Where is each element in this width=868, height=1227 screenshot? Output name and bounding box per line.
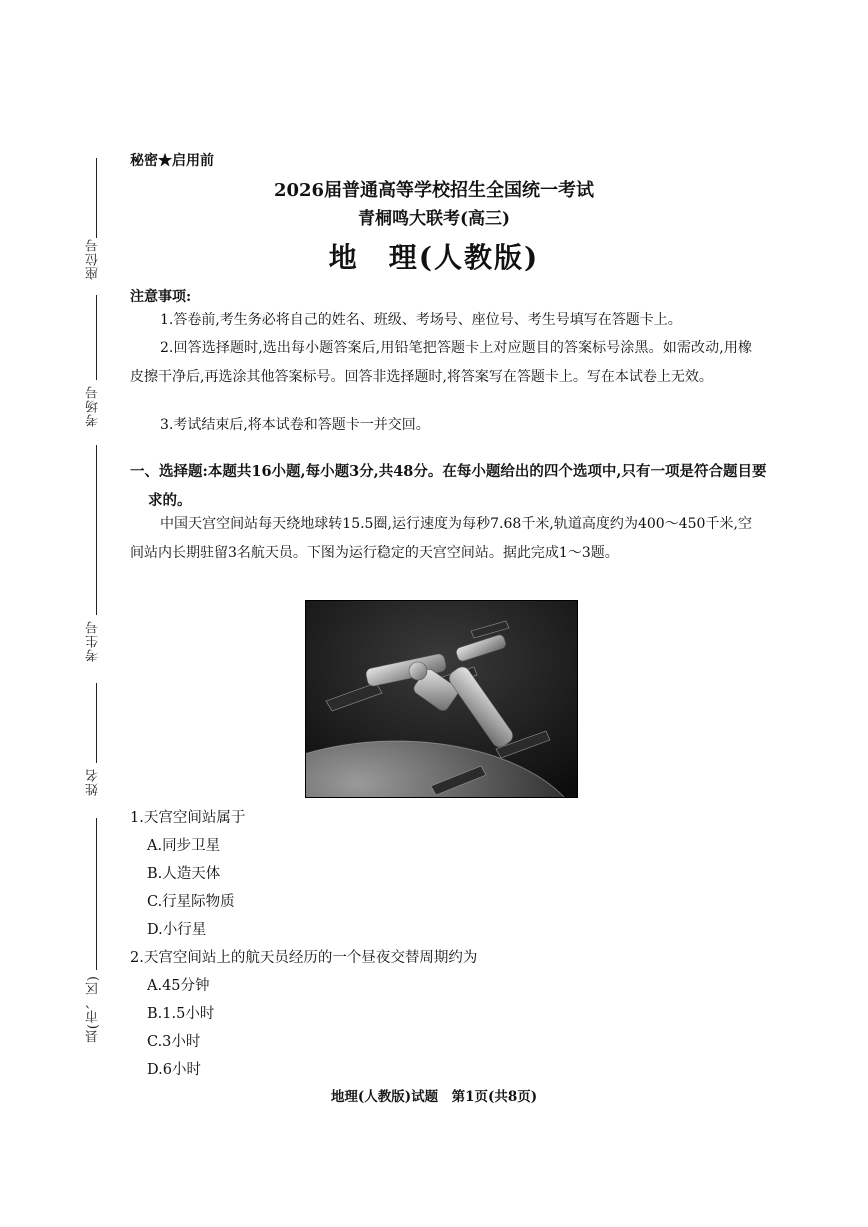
secret-mark: 秘密★启用前 xyxy=(130,153,214,169)
union-title: 青桐鸣大联考(高三) xyxy=(357,209,511,229)
q2-option-b: B.1.5小时 xyxy=(147,1006,215,1022)
q1-option-d: D.小行星 xyxy=(147,922,207,938)
section-heading xyxy=(130,457,773,515)
q2-option-d: D.6小时 xyxy=(147,1062,201,1078)
q1-option-a: A.同步卫星 xyxy=(147,838,221,854)
note-item-3: 3.考试结束后,将本试卷和答题卡一并交回。 xyxy=(160,417,430,433)
exam-no-label: 考生号 xyxy=(86,620,101,662)
page-footer: 地理(人教版)试题 第1页(共8页) xyxy=(330,1089,538,1105)
exam-title: 2026届普通高等学校招生全国统一考试 xyxy=(273,180,595,201)
space-station-illustration xyxy=(306,601,577,797)
binding-line-3 xyxy=(96,445,97,615)
q1-option-c: C.行星际物质 xyxy=(147,894,235,910)
section-heading-text: 一、选择题:本题共16小题,每小题3分,共48分。在每小题给出的四个选项中,只有一项是符合题目要求的。 xyxy=(130,463,767,509)
space-station-photo xyxy=(305,600,578,798)
question-2-stem: 2.天宫空间站上的航天员经历的一个昼夜交替周期约为 xyxy=(130,950,478,966)
notes-heading: 注意事项: xyxy=(130,289,192,305)
binding-line-5 xyxy=(96,818,97,970)
note-item-2: 2.回答选择题时,选出每小题答案后,用铅笔把答题卡上对应题目的答案标号涂黑。如需改动,用橡皮擦干净后,再选涂其他答案标号。回答非选择题时,将答案写在答题卡上。写在本试卷上无效。 xyxy=(130,340,752,385)
binding-line-2 xyxy=(96,295,97,380)
binding-line-4 xyxy=(96,683,97,763)
question-1-stem: 1.天宫空间站属于 xyxy=(130,810,246,826)
passage: 中国天宫空间站每天绕地球转15.5圈,运行速度为每秒7.68千米,轨道高度约为400～450千米,空间站内长期驻留3名航天员。下图为运行稳定的天宫空间站。据此完成1～3题。 xyxy=(130,516,752,561)
note-item-1: 1.答卷前,考生务必将自己的姓名、班级、考场号、座位号、考生号填写在答题卡上。 xyxy=(160,312,682,328)
q2-option-c: C.3小时 xyxy=(147,1034,201,1050)
q1-option-b: B.人造天体 xyxy=(147,866,221,882)
q2-option-a: A.45分钟 xyxy=(147,978,210,994)
subject-title: 地 理(人教版) xyxy=(328,241,540,274)
name-label: 姓名 xyxy=(86,768,101,796)
seat-label: 座位号 xyxy=(86,238,101,280)
county-label: 县(市、区) xyxy=(86,975,101,1044)
exam-room-label: 考场号 xyxy=(86,385,101,427)
